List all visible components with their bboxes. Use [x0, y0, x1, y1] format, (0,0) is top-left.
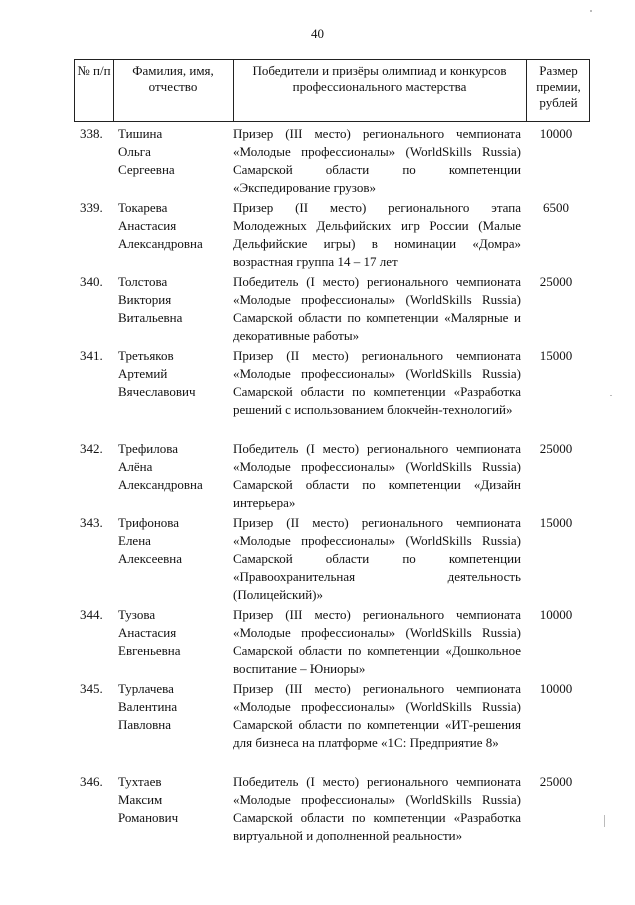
first-name: Алёна — [118, 459, 153, 474]
first-name: Елена — [118, 533, 151, 548]
person-name — [118, 773, 228, 827]
scan-dot — [610, 395, 612, 396]
table-header — [74, 59, 590, 122]
surname: Толстова — [118, 274, 168, 289]
patronymic: Сергеевна — [118, 162, 175, 177]
first-name: Артемий — [118, 366, 168, 381]
first-name: Валентина — [118, 699, 178, 714]
row-number: 338. — [80, 126, 103, 141]
scan-mark — [604, 815, 605, 827]
header-description: Победители и призёры олимпиад и конкурсов профессионального мастерства — [252, 63, 507, 94]
row-number: 343. — [80, 515, 103, 530]
person-name — [118, 606, 228, 660]
row-number: 344. — [80, 607, 103, 622]
person-name — [118, 125, 228, 179]
surname: Трефилова — [118, 441, 178, 456]
achievement-description: Призер (II место) регионального этапа Молодежных Дельфийских игр России (Малые Дельфийские игры) в номинации «Домра» возрастная группа 14 – 17 лет — [233, 200, 521, 269]
prize-amount: 10000 — [539, 126, 573, 141]
scan-dot — [590, 10, 592, 12]
row-number: 342. — [80, 441, 103, 456]
surname: Трифонова — [118, 515, 180, 530]
patronymic: Вячеславович — [118, 384, 196, 399]
patronymic: Евгеньевна — [118, 643, 181, 658]
person-name — [118, 680, 228, 734]
prize-amount: 25000 — [539, 774, 573, 789]
first-name: Ольга — [118, 144, 151, 159]
achievement-description: Призер (III место) регионального чемпионата «Молодые профессионалы» (WorldSkills Russia) Самарской области по компетенции «Дошкольное воспитание – Юниоры» — [233, 607, 521, 676]
achievement-description: Призер (II место) регионального чемпионата «Молодые профессионалы» (WorldSkills Russia) Самарской области по компетенции «Разработка решений с использованием блокчейн-технологий» — [233, 348, 521, 417]
prize-amount: 25000 — [539, 274, 573, 289]
page-number: 40 — [311, 26, 324, 41]
patronymic: Алексеевна — [118, 551, 182, 566]
patronymic: Романович — [118, 810, 179, 825]
person-name — [118, 347, 228, 401]
surname: Токарева — [118, 200, 168, 215]
prize-amount: 15000 — [539, 515, 573, 530]
prize-amount: 10000 — [539, 607, 573, 622]
surname: Тузова — [118, 607, 156, 622]
achievement-description: Победитель (I место) регионального чемпионата «Молодые профессионалы» (WorldSkills Russia) Самарской области по компетенции «Дизайн интерьера» — [233, 441, 521, 510]
row-number: 345. — [80, 681, 103, 696]
prize-amount: 10000 — [539, 681, 573, 696]
achievement-description: Призер (III место) регионального чемпионата «Молодые профессионалы» (WorldSkills Russia) Самарской области по компетенции «Экспедирование грузов» — [233, 126, 521, 195]
row-number: 340. — [80, 274, 103, 289]
achievement-description: Призер (III место) регионального чемпионата «Молодые профессионалы» (WorldSkills Russia) Самарской области по компетенции «ИТ-решения для бизнеса на платформе «1С: Предприятие 8» — [233, 681, 521, 750]
achievement-description: Победитель (I место) регионального чемпионата «Молодые профессионалы» (WorldSkills Russia) Самарской области по компетенции «Малярные и декоративные работы» — [233, 274, 521, 343]
person-name — [118, 514, 228, 568]
header-prize: Размер премии, рублей — [536, 63, 581, 110]
surname: Третьяков — [118, 348, 174, 363]
header-name: Фамилия, имя, отчество — [132, 63, 214, 94]
first-name: Виктория — [118, 292, 172, 307]
person-name — [118, 199, 228, 253]
row-number: 346. — [80, 774, 103, 789]
patronymic: Александровна — [118, 236, 203, 251]
prize-amount: 15000 — [539, 348, 573, 363]
surname: Тишина — [118, 126, 163, 141]
header-number: № п/п — [77, 63, 111, 78]
person-name — [118, 273, 228, 327]
first-name: Анастасия — [118, 218, 177, 233]
first-name: Максим — [118, 792, 163, 807]
patronymic: Александровна — [118, 477, 203, 492]
row-number: 339. — [80, 200, 103, 215]
person-name — [118, 440, 228, 494]
prize-amount: 25000 — [539, 441, 573, 456]
surname: Тухтаев — [118, 774, 162, 789]
patronymic: Павловна — [118, 717, 171, 732]
first-name: Анастасия — [118, 625, 177, 640]
patronymic: Витальевна — [118, 310, 183, 325]
achievement-description: Победитель (I место) регионального чемпионата «Молодые профессионалы» (WorldSkills Russia) Самарской области по компетенции «Разработка виртуальной и дополненной реальности» — [233, 774, 521, 843]
surname: Турлачева — [118, 681, 174, 696]
row-number: 341. — [80, 348, 103, 363]
prize-amount: 6500 — [543, 200, 569, 215]
achievement-description: Призер (II место) регионального чемпионата «Молодые профессионалы» (WorldSkills Russia) Самарской области по компетенции «Правоохранительная деятельность (Полицейский)» — [233, 515, 521, 602]
